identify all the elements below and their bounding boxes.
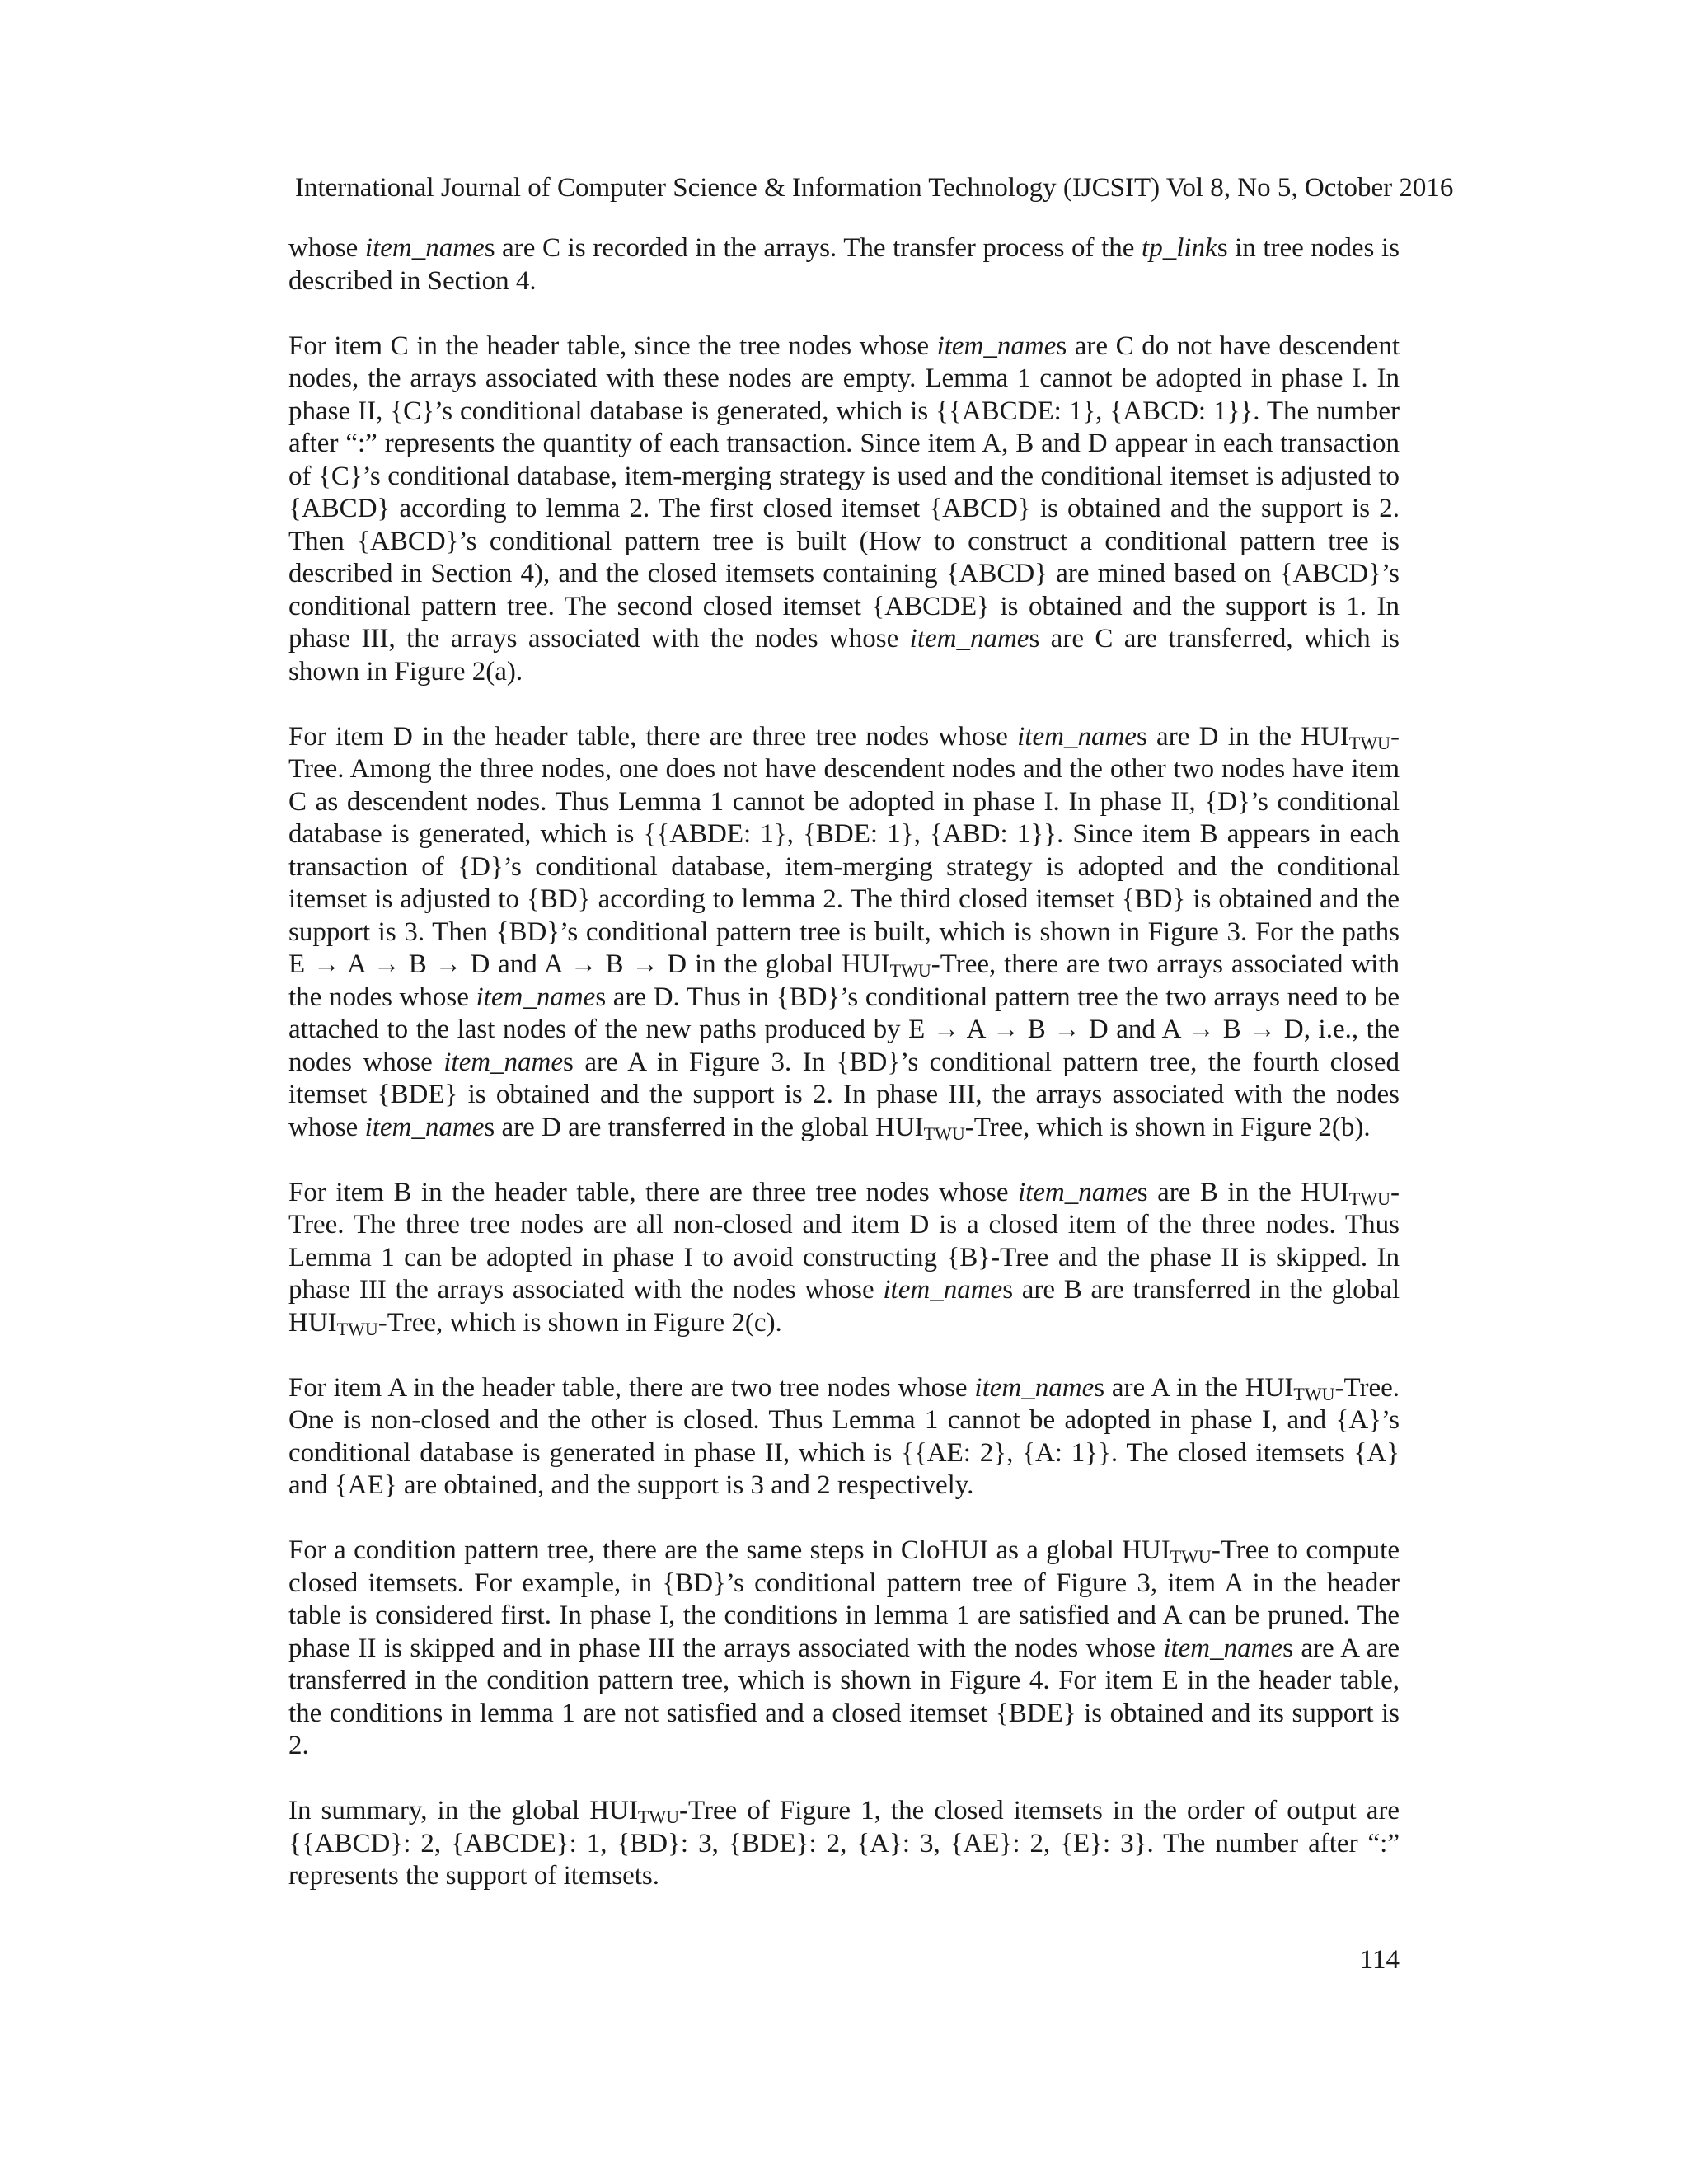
paragraph — [288, 1372, 1400, 1502]
italic-term: item_name — [974, 1372, 1095, 1403]
paragraph — [288, 1535, 1400, 1763]
text-run: s in tree nodes is described in Section 4. — [288, 233, 1400, 296]
subscript: TWU — [1170, 1546, 1212, 1567]
text-run: -Tree. Among the three nodes, one does not have descendent nodes and the other two nodes have item C as descendent nodes. Thus Lemma 1 cannot be adopted in phase I. In phase II, {D}’s conditional database is generated, which is {{ABDE: 1}, {BDE: 1}, {ABD: 1}}. Since item B appears in each transaction of {D}’s conditional database, item-merging strategy is adopted and the conditional itemset is adjusted to {BD} according to lemma 2. The third closed itemset {BD} is obtained and the support is 3. Then {BD}’s conditional pattern tree is built, which is shown in Figure 3. For the paths E → A → B → D and A → B → D in the global HUI — [288, 721, 1400, 979]
text-run: s are B in the HUI — [1137, 1177, 1349, 1207]
italic-term: item_name — [1017, 1177, 1137, 1207]
text-run: s are D in the HUI — [1136, 721, 1349, 752]
text-run: -Tree, which is shown in Figure 2(c). — [377, 1307, 782, 1338]
text-run: -Tree. One is non-closed and the other is closed. Thus Lemma 1 cannot be adopted in phase I, and {A}’s conditional database is generated in phase II, which is {{AE: 2}, {A: 1}}. The closed itemsets {A} and {AE} are obtained, and the support is 3 and 2 respectively. — [288, 1372, 1400, 1500]
text-run: -Tree to compute closed itemsets. For example, in {BD}’s conditional pattern tree of Figure 3, item A in the header table is considered first. In phase I, the conditions in lemma 1 are satisfied and A can be pruned. The phase II is skipped and in phase III the arrays associated with the nodes whose — [288, 1535, 1400, 1663]
text-run: whose — [288, 233, 365, 263]
italic-term: item_name — [443, 1047, 564, 1077]
subscript: TWU — [1348, 1188, 1390, 1209]
subscript: TWU — [1293, 1383, 1335, 1404]
text-run: -Tree of Figure 1, the closed itemsets in the order of output are {{ABCD}: 2, {ABCDE}: 1, {BD}: 3, {BDE}: 2, {A}: 3, {AE}: 2, {E}: 3}. The number after “:” represents the support of itemsets. — [288, 1796, 1400, 1891]
body-text — [288, 232, 1400, 1893]
text-run: s are C do not have descendent nodes, the arrays associated with these nodes are empty. Lemma 1 cannot be adopted in phase I. In phase II, {C}’s conditional database is generated, which is {{ABCDE: 1}, {ABCD: 1}}. The number after “:” represents the quantity of each transaction. Since item A, B and D appear in each transaction of {C}’s conditional database, item-merging strategy is used and the conditional itemset is adjusted to {ABCD} according to lemma 2. The first closed itemset {ABCD} is obtained and the support is 2. Then {ABCD}’s conditional pattern tree is built (How to construct a conditional pattern tree is described in Section 4), and the closed itemsets containing {ABCD} are mined based on {ABCD}’s conditional pattern tree. The second closed itemset {ABCDE} is obtained and the support is 1. In phase III, the arrays associated with the nodes whose — [288, 330, 1400, 654]
subscript: TWU — [889, 960, 931, 981]
text-run: s are A in the HUI — [1094, 1372, 1294, 1403]
italic-term: item_name — [909, 624, 1029, 654]
text-run: -Tree, which is shown in Figure 2(b). — [964, 1112, 1371, 1142]
text-run: s are B are transferred in the global HUI — [288, 1275, 1400, 1338]
text-run: In summary, in the global HUI — [288, 1796, 638, 1825]
text-run: -Tree. The three tree nodes are all non-closed and item D is a closed item of the three nodes. Thus Lemma 1 can be adopted in phase I to avoid constructing {B}-Tree and the phase II is skipped. In phase III the arrays associated with the nodes whose — [288, 1177, 1400, 1305]
text-run: For item A in the header table, there are two tree nodes whose — [288, 1372, 975, 1403]
paragraph — [288, 1177, 1400, 1340]
italic-term: item_name — [1017, 721, 1137, 752]
running-header: International Journal of Computer Science & Information Technology (IJCSIT) Vol 8, No 5, October 2016 — [295, 173, 1454, 203]
subscript: TWU — [336, 1318, 378, 1339]
text-run: s are A in Figure 3. In {BD}’s conditional pattern tree, the fourth closed itemset {BDE} is obtained and the support is 2. In phase III, the arrays associated with the nodes whose — [288, 1047, 1400, 1142]
subscript: TWU — [1348, 732, 1390, 753]
italic-term: item_name — [476, 982, 596, 1012]
paragraph — [288, 1795, 1400, 1893]
italic-term: item_name — [936, 330, 1057, 361]
italic-term: item_name — [364, 233, 485, 263]
italic-term: item_name — [1163, 1633, 1283, 1663]
text-run: For item B in the header table, there are three tree nodes whose — [288, 1177, 1018, 1207]
text-run: s are C are transferred, which is shown in Figure 2(a). — [288, 624, 1400, 687]
italic-term: item_name — [364, 1112, 485, 1142]
text-run: For item C in the header table, since the tree nodes whose — [288, 330, 937, 361]
page-number: 114 — [1359, 1945, 1400, 1975]
subscript: TWU — [637, 1807, 679, 1827]
subscript: TWU — [923, 1122, 965, 1144]
italic-term: tp_link — [1142, 233, 1217, 263]
text-run: -Tree, there are two arrays associated with the nodes whose — [288, 949, 1400, 1012]
text-run: s are D. Thus in {BD}’s conditional pattern tree the two arrays need to be attached to the last nodes of the new paths produced by E → A → B → D and A → B → D, i.e., the nodes whose — [288, 982, 1400, 1077]
text-run: s are D are transferred in the global HUI — [484, 1112, 924, 1142]
text-run: s are C is recorded in the arrays. The transfer process of the — [484, 233, 1142, 263]
paragraph — [288, 232, 1400, 298]
italic-term: item_name — [883, 1275, 1003, 1305]
text-run: s are A are transferred in the condition pattern tree, which is shown in Figure 4. For item E in the header table, the conditions in lemma 1 are not satisfied and a closed itemset {BDE} is obtained and its support is 2. — [288, 1633, 1400, 1760]
text-run: For item D in the header table, there are three tree nodes whose — [288, 721, 1018, 752]
text-run: For a condition pattern tree, there are the same steps in CloHUI as a global HUI — [288, 1535, 1170, 1565]
paragraph — [288, 721, 1400, 1145]
paragraph — [288, 330, 1400, 689]
